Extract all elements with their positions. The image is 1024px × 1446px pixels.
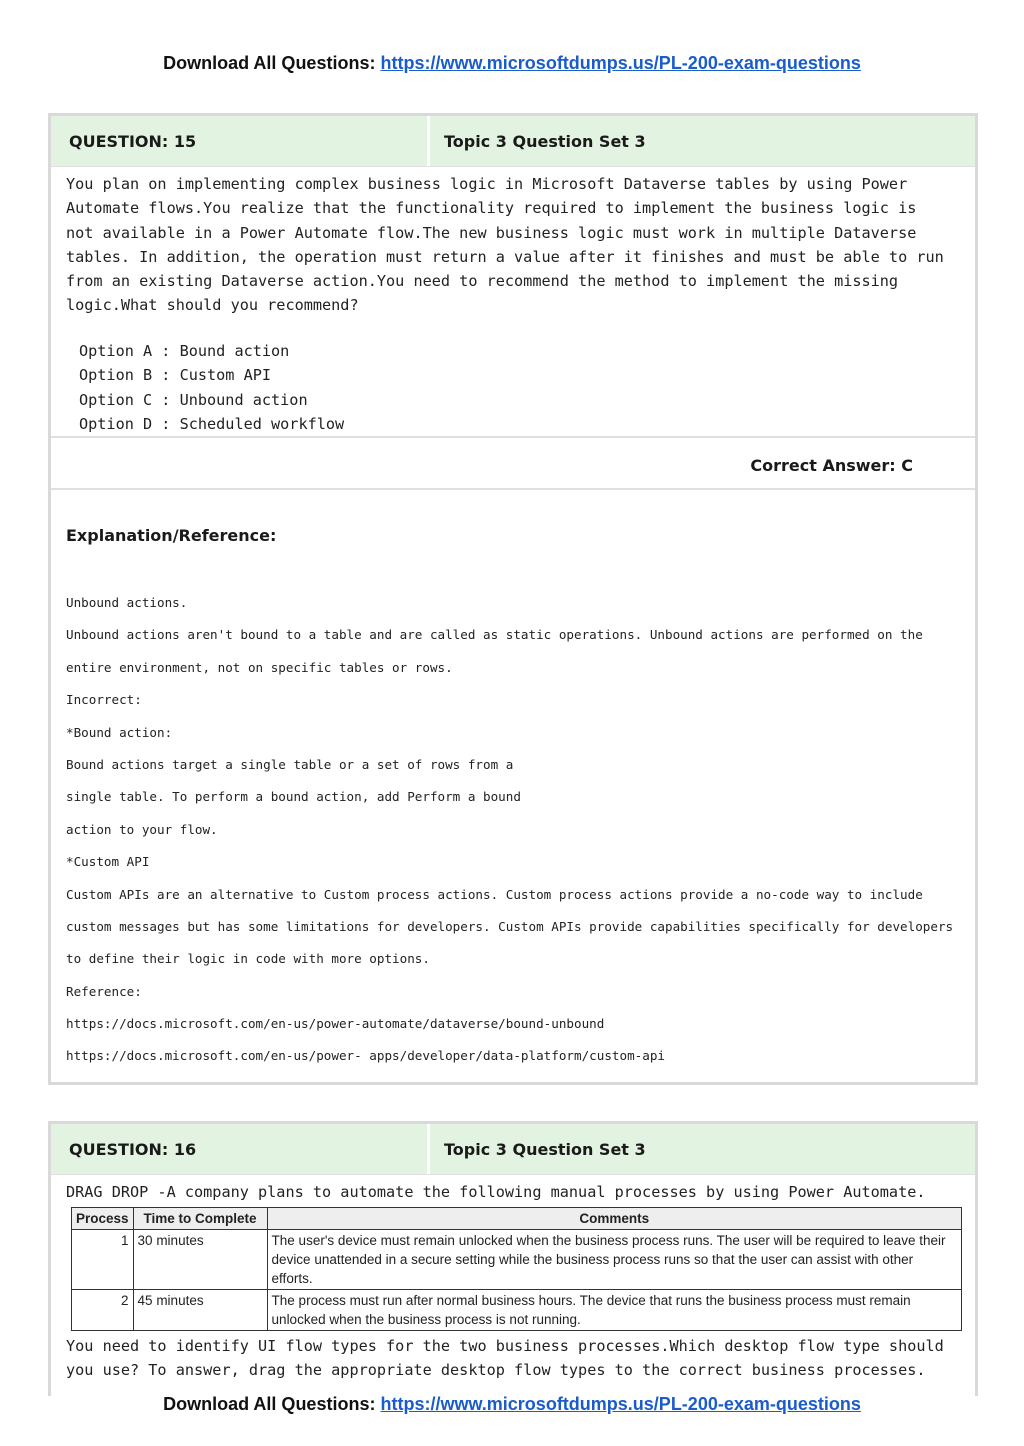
explanation-line: custom messages but has some limitations for developers. Custom APIs provide capabilities specifically for developers: [66, 918, 954, 934]
question-topic: Topic 3 Question Set 3: [444, 131, 646, 151]
question-number: QUESTION: 16: [51, 1124, 430, 1174]
explanation-line: Incorrect:: [66, 692, 142, 708]
question-15-card: [48, 113, 978, 1085]
question-header: [51, 116, 975, 167]
explanation-line: single table. To perform a bound action, add Perform a bound: [66, 789, 521, 805]
question-followup: You need to identify UI flow types for the two business processes.Which desktop flow type should you use? To answer, drag the appropriate desktop flow types to the correct business processes.: [66, 1337, 953, 1380]
download-banner-bottom: [0, 1394, 1024, 1415]
download-label: Download All Questions:: [163, 53, 376, 73]
explanation-line: Unbound actions.: [66, 595, 188, 610]
explanation-body: [66, 587, 971, 1073]
time-to-complete: 30 minutes: [133, 1230, 267, 1290]
question-header: [51, 1124, 975, 1175]
option-b: Option B : Custom API: [79, 366, 272, 385]
reference-link[interactable]: https://docs.microsoft.com/en-us/power- apps/developer/data-platform/custom-api: [66, 1048, 665, 1064]
explanation-line: action to your flow.: [66, 821, 218, 837]
question-intro: DRAG DROP -A company plans to automate the following manual processes by using Power Automate.: [66, 1183, 926, 1201]
answer-options: [79, 339, 344, 436]
question-text: You plan on implementing complex business logic in Microsoft Dataverse tables by using Power Automate flows.You realize that the functionality required to implement the business logic is not available in a Power Automate flow.The new business logic must work in multiple Dataverse tables. In addition, the operation must return a value after it finishes and must be able to run from an existing Dataverse action.You need to recommend the method to implement the missing logic.What should you recommend?: [66, 175, 953, 315]
comments: The process must run after normal business hours. The device that runs the business process must remain unlocked when the business process is not running.: [267, 1290, 961, 1331]
question-number: QUESTION: 15: [51, 116, 430, 166]
process-table: [71, 1207, 962, 1331]
process-number: 1: [72, 1230, 134, 1290]
explanation-title: Explanation/Reference:: [66, 526, 277, 545]
correct-answer: Correct Answer: C: [750, 456, 913, 475]
question-topic: Topic 3 Question Set 3: [444, 1139, 646, 1159]
explanation-line: Reference:: [66, 983, 142, 999]
download-banner-top: [0, 53, 1024, 74]
explanation-line: *Custom API: [66, 854, 150, 870]
explanation-line: Custom APIs are an alternative to Custom process actions. Custom process actions provide a no-code way to include: [66, 886, 923, 902]
column-header: Time to Complete: [133, 1208, 267, 1230]
divider: [51, 436, 975, 438]
table-row: [72, 1230, 962, 1290]
download-link[interactable]: https://www.microsoftdumps.us/PL-200-exam-questions: [380, 1394, 861, 1414]
option-d: Option D : Scheduled workflow: [79, 414, 345, 433]
reference-link[interactable]: https://docs.microsoft.com/en-us/power-automate/dataverse/bound-unbound: [66, 1016, 605, 1032]
explanation-line: Bound actions target a single table or a set of rows from a: [66, 756, 514, 772]
time-to-complete: 45 minutes: [133, 1290, 267, 1331]
divider: [51, 488, 975, 490]
column-header: Comments: [267, 1208, 961, 1230]
explanation-line: to define their logic in code with more options.: [66, 951, 430, 967]
download-label: Download All Questions:: [163, 1394, 376, 1414]
explanation-line: Unbound actions aren't bound to a table and are called as static operations. Unbound actions are performed on the: [66, 627, 923, 643]
comments: The user's device must remain unlocked when the business process runs. The user will be required to leave their device unattended in a secure setting while the business process runs so that the user can assist with other efforts.: [267, 1230, 961, 1290]
process-number: 2: [72, 1290, 134, 1331]
explanation-line: *Bound action:: [66, 724, 173, 740]
question-16-card: [48, 1121, 978, 1396]
option-c: Option C : Unbound action: [79, 390, 308, 409]
explanation-line: entire environment, not on specific tables or rows.: [66, 659, 453, 675]
download-link[interactable]: https://www.microsoftdumps.us/PL-200-exam-questions: [380, 53, 861, 73]
option-a: Option A : Bound action: [79, 342, 290, 360]
table-row: [72, 1290, 962, 1331]
column-header: Process: [72, 1208, 134, 1230]
table-header-row: [72, 1208, 962, 1230]
